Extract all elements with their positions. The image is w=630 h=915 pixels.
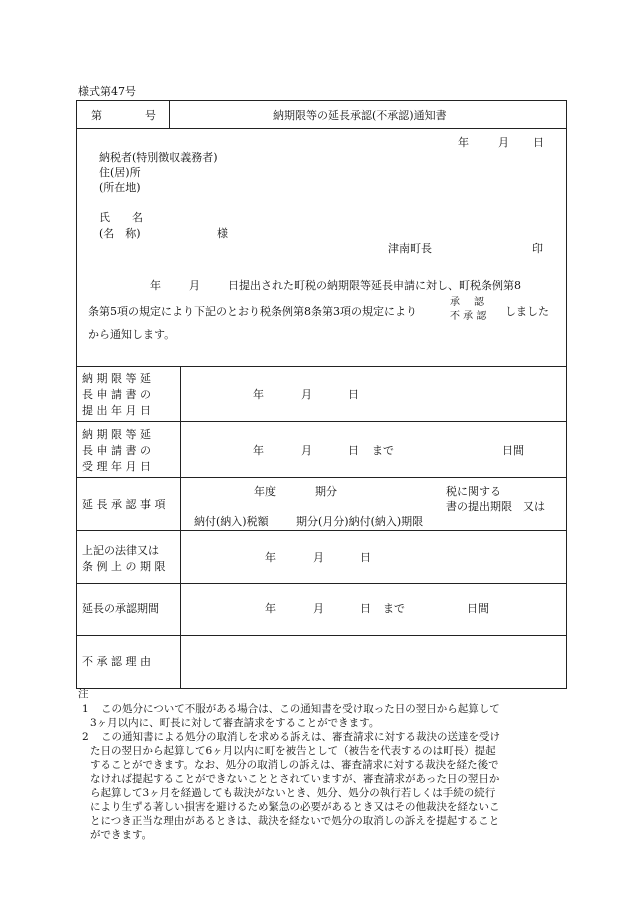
receipt-year: 年 <box>253 444 264 457</box>
legal-month: 月 <box>313 551 324 564</box>
receipt-date-label: 長 申 請 書 の <box>82 444 151 457</box>
submit-date-label: 納 期 限 等 延 <box>82 372 151 385</box>
submit-date-label: 提 出 年 月 日 <box>82 404 151 417</box>
body-month: 月 <box>189 279 200 292</box>
body-line-1: 日提出された町税の納期限等延長申請に対し、町税条例第8 <box>228 279 521 292</box>
ext-tax-related: 税に関する <box>446 485 501 498</box>
document-title: 納期限等の延長承認(不承認)通知書 <box>273 109 447 122</box>
period-year: 年 <box>265 602 276 615</box>
receipt-day: 日 <box>348 444 359 457</box>
row-divider <box>76 530 567 531</box>
taxpayer-label: 納税者(特別徴収義務者) <box>99 151 218 164</box>
ext-fiscal-year: 年度 <box>254 485 276 498</box>
receipt-date-label: 納 期 限 等 延 <box>82 428 151 441</box>
label-column-divider <box>180 366 181 689</box>
ext-deadline: 書の提出期限 又は <box>446 500 545 513</box>
row-divider <box>76 635 567 636</box>
note-2-line: ができます。 <box>90 829 153 841</box>
note-2-line: た日の翌日から起算して6ヶ月以内に町を被告として（被告を代表するのは町長）提起 <box>90 745 496 757</box>
header-divider-vertical <box>169 100 170 128</box>
issue-date-year: 年 <box>458 136 469 149</box>
note-2-line: ら起算して3ヶ月を経過しても裁決がないとき、処分、処分の執行若しくは手続の続行 <box>90 787 496 799</box>
receipt-month: 月 <box>301 444 312 457</box>
row-divider <box>76 366 567 367</box>
number-prefix: 第 <box>91 109 102 122</box>
table-border-bottom <box>76 688 567 689</box>
issue-date-month: 月 <box>498 136 509 149</box>
period-days: 日間 <box>467 602 489 615</box>
approved-period-label: 延長の承認期間 <box>82 602 159 615</box>
table-border-top <box>76 100 567 101</box>
note-1-line: この処分について不服がある場合は、この通知書を受け取った日の翌日から起算して <box>101 703 500 715</box>
disapprove-option: 不 承 認 <box>450 311 487 322</box>
note-2-line: により生ずる著しい損害を避けるため緊急の必要があるとき又はその他裁決を経ないこ <box>90 801 500 813</box>
submit-day: 日 <box>348 388 359 401</box>
notes-heading: 注 <box>78 688 89 700</box>
period-day: 日 <box>360 602 371 615</box>
location-label: (所在地) <box>99 181 141 194</box>
submit-year: 年 <box>253 388 264 401</box>
ext-amount: 納付(納入)税額 <box>194 515 269 528</box>
legal-deadline-label: 条 例 上 の 期 限 <box>82 560 166 573</box>
number-suffix: 号 <box>145 109 156 122</box>
row-divider <box>76 477 567 478</box>
address-label: 住(居)所 <box>99 166 141 179</box>
note-1-number: 1 <box>82 703 89 715</box>
honorific: 様 <box>217 227 228 240</box>
table-border-right <box>566 100 567 689</box>
approve-option: 承 認 <box>450 297 486 308</box>
header-divider <box>76 128 567 129</box>
seal-mark: 印 <box>532 242 543 255</box>
row-divider <box>76 421 567 422</box>
entity-name-label: (名 称) <box>99 227 141 240</box>
note-2-line: とにつき正当な理由があるときは、裁決を経ないで処分の取消しの訴えを提起すること <box>90 815 500 827</box>
disapproval-reason-label: 不 承 認 理 由 <box>82 655 151 668</box>
row-divider <box>76 583 567 584</box>
note-2-number: 2 <box>82 731 89 743</box>
name-label: 氏 名 <box>99 211 143 224</box>
issuer-name: 津南町長 <box>388 242 432 255</box>
table-border-left <box>76 100 77 689</box>
receipt-date-label: 受 理 年 月 日 <box>82 460 151 473</box>
ext-term: 期分 <box>315 485 337 498</box>
note-2-line: この通知書による処分の取消しを求める訴えは、審査請求に対する裁決の送達を受け <box>101 731 500 743</box>
issue-date-day: 日 <box>533 136 544 149</box>
receipt-days: 日間 <box>502 444 524 457</box>
body-line-2-tail: しました <box>505 305 549 318</box>
note-1-line: 3ヶ月以内に、町長に対して審査請求をすることができます。 <box>90 717 380 729</box>
body-line-2: 条第5項の規定により下記のとおり税条例第8条第3項の規定により <box>88 305 417 318</box>
period-until: まで <box>383 602 405 615</box>
legal-year: 年 <box>265 551 276 564</box>
form-number: 様式第47号 <box>78 85 136 98</box>
submit-month: 月 <box>301 388 312 401</box>
body-year: 年 <box>150 279 161 292</box>
extension-items-label: 延 長 承 認 事 項 <box>82 498 166 511</box>
period-month: 月 <box>313 602 324 615</box>
receipt-until: まで <box>372 444 394 457</box>
note-2-line: することができます。なお、処分の取消しの訴えは、審査請求に対する裁決を経た後で <box>90 759 499 771</box>
note-2-line: なければ提起することができないこととされていますが、審査請求があった日の翌日か <box>90 773 500 785</box>
submit-date-label: 長 申 請 書 の <box>82 388 151 401</box>
ext-term-month: 期分(月分)納付(納入)期限 <box>296 515 424 528</box>
body-line-3: から通知します。 <box>88 328 176 341</box>
legal-deadline-label: 上記の法律又は <box>82 544 159 557</box>
legal-day: 日 <box>360 551 371 564</box>
